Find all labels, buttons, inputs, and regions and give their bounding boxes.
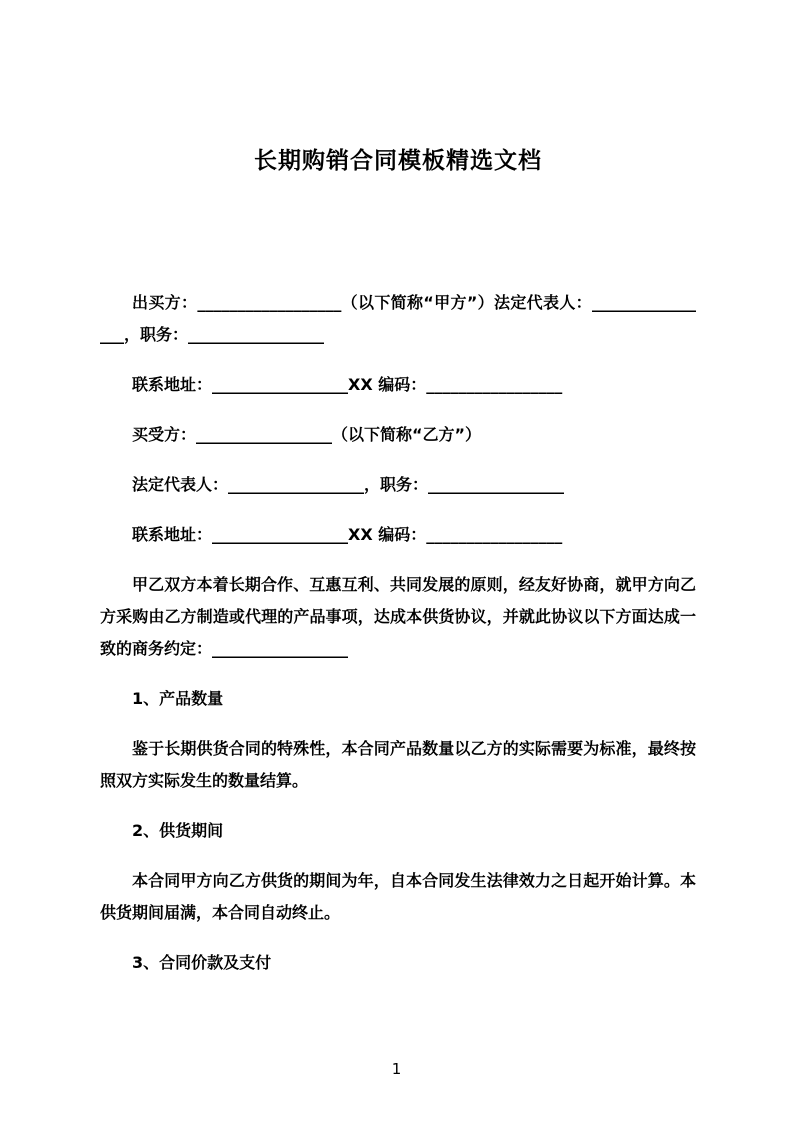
page-number: 1 (391, 1060, 402, 1078)
paragraph-section-1: 鉴于长期供货合同的特殊性，本合同产品数量以乙方的实际需要为标准，最终按照双方实际发生的数量结算。 (100, 739, 696, 790)
paragraph-seller-representative: 法定代表人：_________________，职务：_________________ (132, 475, 565, 494)
paragraph-seller: 买受方：_________________（以下简称“乙方”） (132, 425, 482, 444)
paragraph-preamble: 甲乙双方本着长期合作、互惠互利、共同发展的原则，经友好协商，就甲方向乙方采购由乙方制造或代理的产品事项，达成本供货协议，并就此协议以下方面达成一致的商务约定：_________________ (100, 575, 696, 658)
section-heading-1-product-quantity: 1、产品数量 (132, 689, 224, 708)
document-body (100, 287, 696, 979)
section-heading-3-price-and-payment: 3、合同价款及支付 (132, 953, 272, 972)
paragraph-section-2: 本合同甲方向乙方供货的期间为年，自本合同发生法律效力之日起开始计算。本供货期间届满，本合同自动终止。 (100, 871, 696, 922)
paragraph-buyer: 出买方：__________________（以下简称“甲方”）法定代表人：________________，职务：_________________ (100, 293, 696, 344)
paragraph-seller-address: 联系地址：_________________XX 编码：_________________ (132, 525, 563, 544)
paragraph-buyer-address: 联系地址：_________________XX 编码：_________________ (132, 375, 563, 394)
document-title: 长期购销合同模板精选文档 (254, 148, 542, 174)
section-heading-2-supply-period: 2、供货期间 (132, 821, 224, 840)
